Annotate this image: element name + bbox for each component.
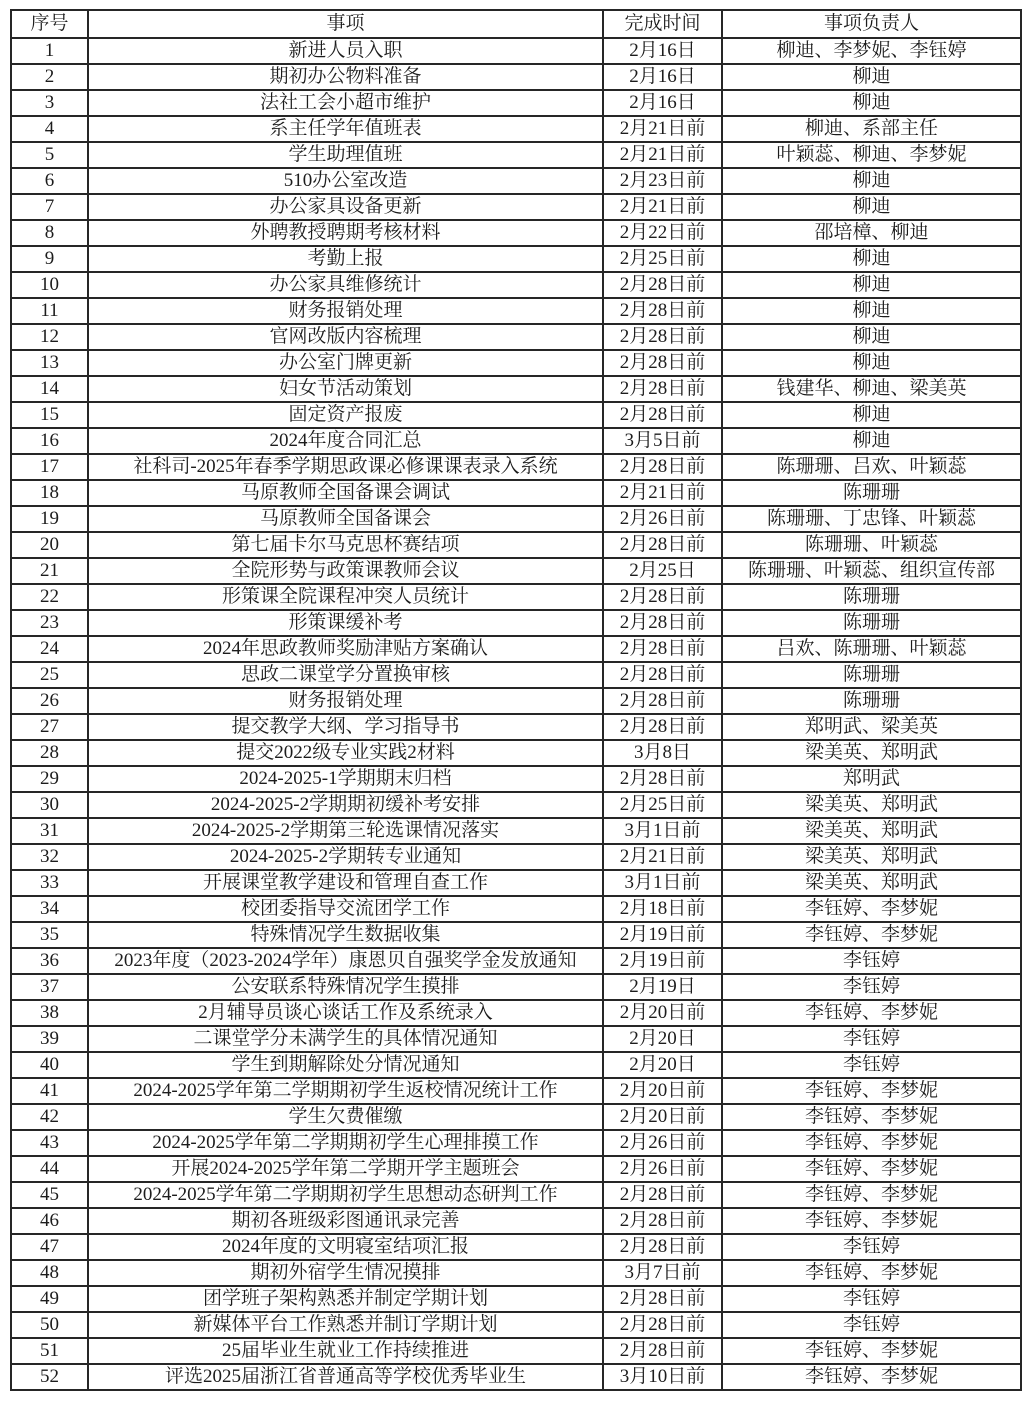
item-cell: 2024年度合同汇总: [88, 428, 603, 454]
time-cell: 2月16日: [603, 64, 722, 90]
owner-cell: 李钰婷: [722, 1286, 1021, 1312]
item-cell: 马原教师全国备课会: [88, 506, 603, 532]
owner-cell: 柳迪、系部主任: [722, 116, 1021, 142]
item-cell: 期初办公物料准备: [88, 64, 603, 90]
table-row: [11, 324, 1021, 350]
table-row: [11, 844, 1021, 870]
row-number-cell: 46: [11, 1208, 88, 1234]
time-cell: 2月25日前: [603, 246, 722, 272]
table-row: [11, 558, 1021, 584]
time-cell: 2月16日: [603, 90, 722, 116]
row-number-cell: 33: [11, 870, 88, 896]
owner-cell: 柳迪: [722, 324, 1021, 350]
row-number-cell: 1: [11, 38, 88, 64]
owner-cell: 李钰婷、李梦妮: [722, 1078, 1021, 1104]
row-number-cell: 50: [11, 1312, 88, 1338]
row-number-cell: 14: [11, 376, 88, 402]
time-cell: 2月28日前: [603, 532, 722, 558]
owner-cell: 陈珊珊: [722, 480, 1021, 506]
row-number-cell: 15: [11, 402, 88, 428]
time-cell: 2月19日: [603, 974, 722, 1000]
table-row: [11, 506, 1021, 532]
item-cell: 思政二课堂学分置换审核: [88, 662, 603, 688]
row-number-cell: 11: [11, 298, 88, 324]
item-cell: 校团委指导交流团学工作: [88, 896, 603, 922]
table-row: [11, 376, 1021, 402]
owner-cell: 李钰婷、李梦妮: [722, 1000, 1021, 1026]
row-number-cell: 29: [11, 766, 88, 792]
table-row: [11, 714, 1021, 740]
owner-cell: 梁美英、郑明武: [722, 818, 1021, 844]
owner-cell: 李钰婷、李梦妮: [722, 1130, 1021, 1156]
time-cell: 2月28日前: [603, 298, 722, 324]
item-cell: 系主任学年值班表: [88, 116, 603, 142]
row-number-cell: 45: [11, 1182, 88, 1208]
owner-cell: 柳迪: [722, 350, 1021, 376]
table-body: [11, 38, 1021, 1390]
time-cell: 2月21日前: [603, 142, 722, 168]
item-cell: 2024-2025-1学期期末归档: [88, 766, 603, 792]
table-row: [11, 818, 1021, 844]
row-number-cell: 17: [11, 454, 88, 480]
item-cell: 固定资产报废: [88, 402, 603, 428]
time-cell: 2月26日前: [603, 1156, 722, 1182]
row-number-cell: 37: [11, 974, 88, 1000]
item-cell: 妇女节活动策划: [88, 376, 603, 402]
owner-cell: 柳迪: [722, 298, 1021, 324]
table-row: [11, 428, 1021, 454]
owner-cell: 李钰婷、李梦妮: [722, 922, 1021, 948]
item-cell: 2024-2025学年第二学期期初学生心理排摸工作: [88, 1130, 603, 1156]
row-number-cell: 22: [11, 584, 88, 610]
table-row: [11, 1000, 1021, 1026]
item-cell: 提交教学大纲、学习指导书: [88, 714, 603, 740]
item-cell: 开展课堂教学建设和管理自查工作: [88, 870, 603, 896]
row-number-cell: 2: [11, 64, 88, 90]
time-cell: 2月18日前: [603, 896, 722, 922]
time-cell: 2月16日: [603, 38, 722, 64]
table-row: [11, 480, 1021, 506]
item-cell: 2023年度（2023-2024学年）康恩贝自强奖学金发放通知: [88, 948, 603, 974]
item-cell: 外聘教授聘期考核材料: [88, 220, 603, 246]
item-cell: 财务报销处理: [88, 298, 603, 324]
time-cell: 3月10日前: [603, 1364, 722, 1390]
owner-cell: 吕欢、陈珊珊、叶颖蕊: [722, 636, 1021, 662]
row-number-cell: 49: [11, 1286, 88, 1312]
row-number-cell: 43: [11, 1130, 88, 1156]
time-cell: 2月28日前: [603, 1208, 722, 1234]
table-row: [11, 948, 1021, 974]
row-number-cell: 20: [11, 532, 88, 558]
header-owner: 事项负责人: [722, 10, 1021, 38]
owner-cell: 柳迪: [722, 90, 1021, 116]
time-cell: 2月19日前: [603, 948, 722, 974]
item-cell: 形策课全院课程冲突人员统计: [88, 584, 603, 610]
header-time: 完成时间: [603, 10, 722, 38]
owner-cell: 梁美英、郑明武: [722, 870, 1021, 896]
item-cell: 2月辅导员谈心谈话工作及系统录入: [88, 1000, 603, 1026]
table-row: [11, 246, 1021, 272]
time-cell: 2月28日前: [603, 1286, 722, 1312]
item-cell: 评选2025届浙江省普通高等学校优秀毕业生: [88, 1364, 603, 1390]
row-number-cell: 27: [11, 714, 88, 740]
row-number-cell: 25: [11, 662, 88, 688]
time-cell: 2月20日前: [603, 1078, 722, 1104]
time-cell: 2月28日前: [603, 1234, 722, 1260]
table-row: [11, 220, 1021, 246]
time-cell: 2月28日前: [603, 688, 722, 714]
table-row: [11, 1156, 1021, 1182]
owner-cell: 李钰婷: [722, 948, 1021, 974]
row-number-cell: 23: [11, 610, 88, 636]
item-cell: 考勤上报: [88, 246, 603, 272]
item-cell: 25届毕业生就业工作持续推进: [88, 1338, 603, 1364]
item-cell: 新媒体平台工作熟悉并制订学期计划: [88, 1312, 603, 1338]
item-cell: 期初各班级彩图通讯录完善: [88, 1208, 603, 1234]
table-row: [11, 896, 1021, 922]
owner-cell: 陈珊珊、叶颖蕊: [722, 532, 1021, 558]
row-number-cell: 39: [11, 1026, 88, 1052]
table-header: [11, 10, 1021, 38]
row-number-cell: 3: [11, 90, 88, 116]
item-cell: 2024-2025-2学期转专业通知: [88, 844, 603, 870]
time-cell: 3月1日前: [603, 818, 722, 844]
item-cell: 财务报销处理: [88, 688, 603, 714]
table-row: [11, 792, 1021, 818]
row-number-cell: 36: [11, 948, 88, 974]
table-row: [11, 636, 1021, 662]
row-number-cell: 31: [11, 818, 88, 844]
owner-cell: 陈珊珊: [722, 688, 1021, 714]
row-number-cell: 26: [11, 688, 88, 714]
time-cell: 2月28日前: [603, 636, 722, 662]
row-number-cell: 40: [11, 1052, 88, 1078]
row-number-cell: 4: [11, 116, 88, 142]
time-cell: 2月20日: [603, 1026, 722, 1052]
time-cell: 2月28日前: [603, 584, 722, 610]
item-cell: 2024-2025学年第二学期期初学生返校情况统计工作: [88, 1078, 603, 1104]
owner-cell: 李钰婷: [722, 974, 1021, 1000]
time-cell: 2月21日前: [603, 116, 722, 142]
item-cell: 二课堂学分未满学生的具体情况通知: [88, 1026, 603, 1052]
row-number-cell: 34: [11, 896, 88, 922]
row-number-cell: 47: [11, 1234, 88, 1260]
time-cell: 2月28日前: [603, 714, 722, 740]
table-row: [11, 662, 1021, 688]
row-number-cell: 35: [11, 922, 88, 948]
time-cell: 2月28日前: [603, 350, 722, 376]
owner-cell: 陈珊珊、丁忠锋、叶颖蕊: [722, 506, 1021, 532]
item-cell: 法社工会小超市维护: [88, 90, 603, 116]
owner-cell: 柳迪: [722, 64, 1021, 90]
owner-cell: 梁美英、郑明武: [722, 792, 1021, 818]
owner-cell: 柳迪、李梦妮、李钰婷: [722, 38, 1021, 64]
owner-cell: 李钰婷: [722, 1312, 1021, 1338]
item-cell: 新进人员入职: [88, 38, 603, 64]
owner-cell: 梁美英、郑明武: [722, 844, 1021, 870]
table-row: [11, 64, 1021, 90]
table-row: [11, 1312, 1021, 1338]
row-number-cell: 9: [11, 246, 88, 272]
owner-cell: 陈珊珊、叶颖蕊、组织宣传部: [722, 558, 1021, 584]
table-row: [11, 1208, 1021, 1234]
table-row: [11, 142, 1021, 168]
item-cell: 第七届卡尔马克思杯赛结项: [88, 532, 603, 558]
time-cell: 2月19日前: [603, 922, 722, 948]
owner-cell: 钱建华、柳迪、梁美英: [722, 376, 1021, 402]
item-cell: 办公家具维修统计: [88, 272, 603, 298]
owner-cell: 李钰婷: [722, 1052, 1021, 1078]
header-row: [11, 10, 1021, 38]
time-cell: 2月25日前: [603, 792, 722, 818]
row-number-cell: 5: [11, 142, 88, 168]
time-cell: 2月20日前: [603, 1000, 722, 1026]
table-row: [11, 168, 1021, 194]
time-cell: 2月20日: [603, 1052, 722, 1078]
task-table: [10, 9, 1022, 1391]
owner-cell: 李钰婷、李梦妮: [722, 1182, 1021, 1208]
table-row: [11, 766, 1021, 792]
time-cell: 2月28日前: [603, 376, 722, 402]
header-no: 序号: [11, 10, 88, 38]
table-row: [11, 1052, 1021, 1078]
owner-cell: 李钰婷、李梦妮: [722, 1104, 1021, 1130]
row-number-cell: 30: [11, 792, 88, 818]
table-row: [11, 350, 1021, 376]
time-cell: 3月8日: [603, 740, 722, 766]
table-row: [11, 870, 1021, 896]
row-number-cell: 38: [11, 1000, 88, 1026]
item-cell: 510办公室改造: [88, 168, 603, 194]
table-row: [11, 272, 1021, 298]
time-cell: 2月20日前: [603, 1104, 722, 1130]
item-cell: 马原教师全国备课会调试: [88, 480, 603, 506]
row-number-cell: 13: [11, 350, 88, 376]
row-number-cell: 52: [11, 1364, 88, 1390]
table-row: [11, 116, 1021, 142]
item-cell: 全院形势与政策课教师会议: [88, 558, 603, 584]
owner-cell: 柳迪: [722, 402, 1021, 428]
time-cell: 2月23日前: [603, 168, 722, 194]
owner-cell: 梁美英、郑明武: [722, 740, 1021, 766]
time-cell: 2月26日前: [603, 506, 722, 532]
owner-cell: 柳迪: [722, 246, 1021, 272]
owner-cell: 李钰婷: [722, 1234, 1021, 1260]
time-cell: 3月5日前: [603, 428, 722, 454]
item-cell: 特殊情况学生数据收集: [88, 922, 603, 948]
row-number-cell: 41: [11, 1078, 88, 1104]
table-row: [11, 1286, 1021, 1312]
time-cell: 3月1日前: [603, 870, 722, 896]
table-row: [11, 532, 1021, 558]
time-cell: 2月28日前: [603, 454, 722, 480]
table-row: [11, 1130, 1021, 1156]
item-cell: 办公家具设备更新: [88, 194, 603, 220]
time-cell: 2月28日前: [603, 1338, 722, 1364]
time-cell: 2月28日前: [603, 610, 722, 636]
time-cell: 2月28日前: [603, 662, 722, 688]
table-row: [11, 1234, 1021, 1260]
table-row: [11, 610, 1021, 636]
time-cell: 2月25日: [603, 558, 722, 584]
row-number-cell: 12: [11, 324, 88, 350]
row-number-cell: 18: [11, 480, 88, 506]
row-number-cell: 44: [11, 1156, 88, 1182]
owner-cell: 陈珊珊、吕欢、叶颖蕊: [722, 454, 1021, 480]
table-row: [11, 1182, 1021, 1208]
owner-cell: 李钰婷、李梦妮: [722, 896, 1021, 922]
time-cell: 2月28日前: [603, 402, 722, 428]
time-cell: 2月28日前: [603, 272, 722, 298]
owner-cell: 李钰婷: [722, 1026, 1021, 1052]
item-cell: 形策课缓补考: [88, 610, 603, 636]
row-number-cell: 28: [11, 740, 88, 766]
item-cell: 2024-2025-2学期期初缓补考安排: [88, 792, 603, 818]
row-number-cell: 16: [11, 428, 88, 454]
owner-cell: 李钰婷、李梦妮: [722, 1364, 1021, 1390]
table-row: [11, 402, 1021, 428]
item-cell: 开展2024-2025学年第二学期开学主题班会: [88, 1156, 603, 1182]
time-cell: 2月28日前: [603, 766, 722, 792]
row-number-cell: 21: [11, 558, 88, 584]
header-item: 事项: [88, 10, 603, 38]
table-row: [11, 38, 1021, 64]
table-row: [11, 298, 1021, 324]
owner-cell: 柳迪: [722, 168, 1021, 194]
time-cell: 2月21日前: [603, 844, 722, 870]
item-cell: 2024年思政教师奖励津贴方案确认: [88, 636, 603, 662]
row-number-cell: 10: [11, 272, 88, 298]
owner-cell: 郑明武、梁美英: [722, 714, 1021, 740]
owner-cell: 陈珊珊: [722, 584, 1021, 610]
owner-cell: 郑明武: [722, 766, 1021, 792]
item-cell: 2024-2025学年第二学期期初学生思想动态研判工作: [88, 1182, 603, 1208]
row-number-cell: 19: [11, 506, 88, 532]
row-number-cell: 48: [11, 1260, 88, 1286]
row-number-cell: 42: [11, 1104, 88, 1130]
table-row: [11, 194, 1021, 220]
table-row: [11, 1338, 1021, 1364]
time-cell: 2月26日前: [603, 1130, 722, 1156]
time-cell: 2月22日前: [603, 220, 722, 246]
row-number-cell: 6: [11, 168, 88, 194]
item-cell: 公安联系特殊情况学生摸排: [88, 974, 603, 1000]
time-cell: 2月28日前: [603, 1312, 722, 1338]
owner-cell: 柳迪: [722, 272, 1021, 298]
row-number-cell: 24: [11, 636, 88, 662]
table-row: [11, 740, 1021, 766]
table-row: [11, 454, 1021, 480]
table-row: [11, 1364, 1021, 1390]
owner-cell: 柳迪: [722, 194, 1021, 220]
item-cell: 办公室门牌更新: [88, 350, 603, 376]
row-number-cell: 32: [11, 844, 88, 870]
table-row: [11, 922, 1021, 948]
owner-cell: 邵培樟、柳迪: [722, 220, 1021, 246]
item-cell: 2024年度的文明寝室结项汇报: [88, 1234, 603, 1260]
owner-cell: 李钰婷、李梦妮: [722, 1208, 1021, 1234]
owner-cell: 叶颖蕊、柳迪、李梦妮: [722, 142, 1021, 168]
owner-cell: 陈珊珊: [722, 610, 1021, 636]
time-cell: 2月28日前: [603, 324, 722, 350]
table-row: [11, 584, 1021, 610]
table-row: [11, 1078, 1021, 1104]
table-row: [11, 1026, 1021, 1052]
item-cell: 社科司-2025年春季学期思政课必修课课表录入系统: [88, 454, 603, 480]
item-cell: 2024-2025-2学期第三轮选课情况落实: [88, 818, 603, 844]
owner-cell: 李钰婷、李梦妮: [722, 1260, 1021, 1286]
item-cell: 学生助理值班: [88, 142, 603, 168]
time-cell: 2月28日前: [603, 1182, 722, 1208]
row-number-cell: 7: [11, 194, 88, 220]
item-cell: 官网改版内容梳理: [88, 324, 603, 350]
time-cell: 3月7日前: [603, 1260, 722, 1286]
item-cell: 期初外宿学生情况摸排: [88, 1260, 603, 1286]
item-cell: 学生欠费催缴: [88, 1104, 603, 1130]
table-row: [11, 1260, 1021, 1286]
time-cell: 2月21日前: [603, 480, 722, 506]
owner-cell: 李钰婷、李梦妮: [722, 1338, 1021, 1364]
table-row: [11, 90, 1021, 116]
table-row: [11, 974, 1021, 1000]
time-cell: 2月21日前: [603, 194, 722, 220]
row-number-cell: 8: [11, 220, 88, 246]
row-number-cell: 51: [11, 1338, 88, 1364]
table-row: [11, 1104, 1021, 1130]
owner-cell: 陈珊珊: [722, 662, 1021, 688]
item-cell: 学生到期解除处分情况通知: [88, 1052, 603, 1078]
owner-cell: 李钰婷、李梦妮: [722, 1156, 1021, 1182]
owner-cell: 柳迪: [722, 428, 1021, 454]
item-cell: 团学班子架构熟悉并制定学期计划: [88, 1286, 603, 1312]
item-cell: 提交2022级专业实践2材料: [88, 740, 603, 766]
table-row: [11, 688, 1021, 714]
